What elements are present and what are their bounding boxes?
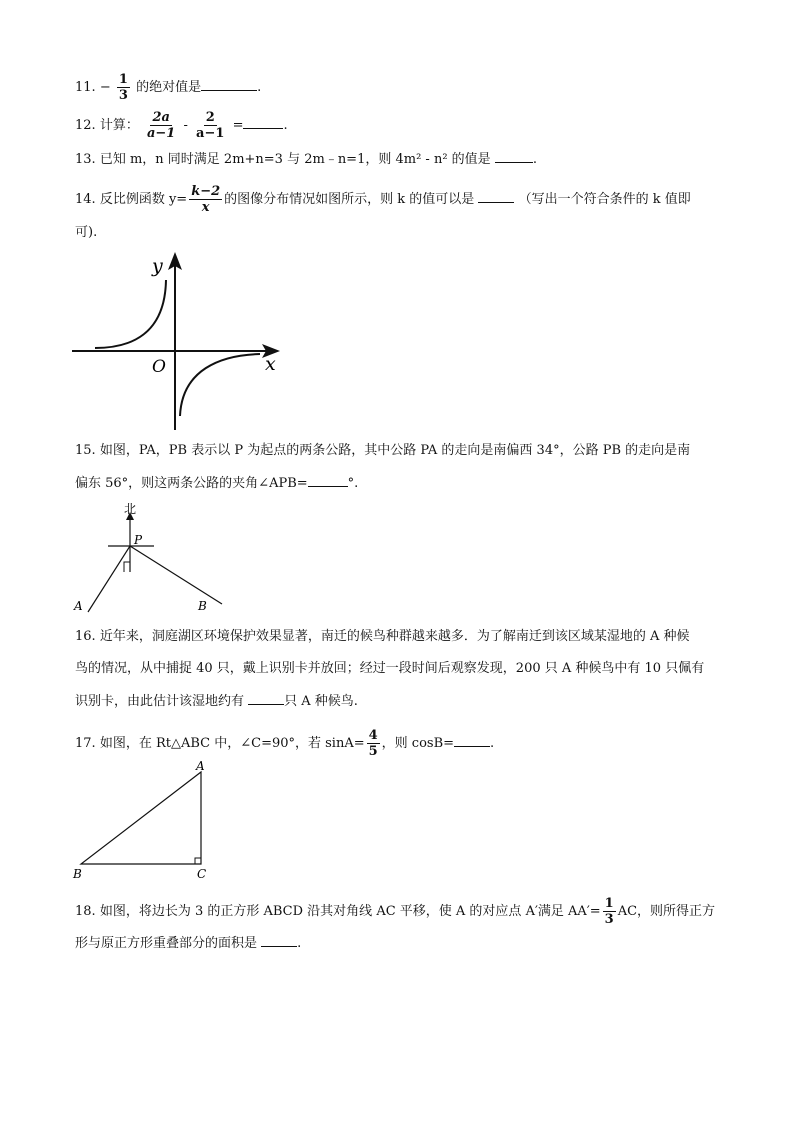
- period: .: [532, 152, 537, 167]
- question-15-line2: [75, 474, 358, 493]
- question-18: [75, 896, 715, 927]
- question-number: 16.: [75, 629, 96, 644]
- right-angle-mark: [124, 562, 130, 572]
- denominator: 3: [118, 88, 128, 103]
- right-triangle-figure: [70, 758, 220, 883]
- question-16-line3: [75, 692, 358, 711]
- question-number: 11.: [75, 80, 96, 95]
- point-c-label: C: [197, 867, 207, 881]
- denominator: 5: [368, 744, 378, 759]
- period: .: [257, 80, 262, 95]
- hyperbola-branch-4th-quadrant: [180, 354, 260, 416]
- answer-blank[interactable]: [248, 692, 284, 705]
- question-text: 如图，在 Rt△ABC 中，∠C=90°，若 sinA=: [99, 736, 365, 751]
- point-a-label: A: [196, 759, 205, 773]
- question-number: 14.: [75, 192, 96, 207]
- question-text: 如图，将边长为 3 的正方形 ABCD 沿其对角线 AC 平移，使 A 的对应点 A′满足 AA′=: [99, 904, 601, 919]
- answer-blank[interactable]: [261, 934, 297, 947]
- question-text: 形与原正方形重叠部分的面积是: [75, 936, 258, 951]
- right-angle-mark: [195, 858, 201, 864]
- point-b-label: B: [73, 867, 82, 881]
- question-text: 如图，PA，PB 表示以 P 为起点的两条公路，其中公路 PA 的走向是南偏西 34°，公路 PB 的走向是南: [99, 443, 691, 458]
- denominator: 3: [604, 912, 614, 927]
- minus-sign: -: [183, 118, 188, 133]
- numerator: 1: [604, 896, 614, 911]
- numerator: 1: [118, 72, 128, 87]
- denominator: x: [201, 200, 210, 215]
- question-label: 计算：: [99, 118, 139, 133]
- denominator: a−1: [196, 126, 225, 141]
- question-14-line2: [75, 224, 97, 242]
- question-12: [75, 110, 288, 141]
- answer-blank[interactable]: [495, 150, 533, 163]
- question-text: 近年来，洞庭湖区环境保护效果显著，南迁的候鸟种群越来越多．为了解南迁到该区域某湿地的 A 种候: [99, 629, 690, 644]
- question-number: 13.: [75, 152, 96, 167]
- numerator: k−2: [191, 184, 221, 199]
- question-text: 可).: [75, 225, 98, 240]
- answer-blank[interactable]: [454, 734, 490, 747]
- answer-blank[interactable]: [308, 474, 348, 487]
- fraction-2a-over-a-minus-1: [145, 110, 177, 141]
- fraction-2-over-a-minus-1: [194, 110, 226, 141]
- denominator: a−1: [146, 126, 176, 141]
- question-text: 的图像分布情况如图所示，则 k 的值可以是: [224, 192, 475, 207]
- road-direction-figure: [66, 500, 236, 618]
- question-text: °.: [347, 476, 359, 491]
- origin-label: O: [152, 357, 166, 377]
- question-text: 识别卡，由此估计该湿地约有: [75, 694, 245, 709]
- fraction-one-third: [117, 72, 130, 103]
- minus-sign: −: [99, 80, 111, 95]
- equals-sign: =: [232, 118, 244, 133]
- answer-blank[interactable]: [243, 116, 283, 129]
- fraction-four-fifths: [367, 728, 380, 759]
- question-16-line2: [75, 660, 704, 678]
- period: .: [297, 936, 302, 951]
- point-b-label: B: [198, 599, 207, 613]
- fraction-one-third: [603, 896, 616, 927]
- hyperbola-graph: [70, 250, 290, 435]
- question-text: 的绝对值是: [136, 80, 202, 95]
- hyperbola-branch-2nd-quadrant: [95, 280, 166, 348]
- question-number: 15.: [75, 443, 96, 458]
- question-15: [75, 442, 690, 460]
- period: .: [490, 736, 495, 751]
- question-text: 鸟的情况，从中捕捉 40 只，戴上识别卡并放回；经过一段时间后观察发现，200 只 A 种候鸟中有 10 只佩有: [75, 661, 705, 676]
- question-18-line2: [75, 934, 301, 953]
- question-text: 已知 m，n 同时满足 2m+n=3 与 2m﹣n=1，则 4m² - n² 的值是: [99, 152, 491, 167]
- question-17: [75, 728, 494, 759]
- question-11: [75, 72, 261, 103]
- question-text: 偏东 56°，则这两条公路的夹角∠APB=: [75, 476, 308, 491]
- road-pb: [130, 546, 222, 604]
- question-number: 12.: [75, 118, 96, 133]
- y-axis-label: y: [152, 255, 163, 277]
- north-label: 北: [124, 502, 137, 516]
- numerator: 2a: [152, 110, 170, 125]
- question-text: ，则 cosB=: [381, 736, 455, 751]
- question-text: AC，则所得正方: [617, 904, 716, 919]
- triangle-abc: [81, 772, 201, 864]
- period: .: [283, 118, 288, 133]
- fraction-k-minus-2-over-x: [189, 184, 222, 215]
- road-pa: [88, 546, 130, 612]
- question-number: 18.: [75, 904, 96, 919]
- x-axis-label: x: [265, 353, 276, 375]
- question-14: [75, 184, 691, 215]
- question-text: （写出一个符合条件的 k 值即: [518, 192, 691, 207]
- point-p-label: P: [134, 533, 143, 547]
- numerator: 4: [368, 728, 378, 743]
- question-16: [75, 628, 689, 646]
- question-text: 只 A 种候鸟.: [284, 694, 358, 709]
- question-13: [75, 150, 537, 169]
- question-number: 17.: [75, 736, 96, 751]
- numerator: 2: [205, 110, 215, 125]
- answer-blank[interactable]: [201, 78, 257, 91]
- point-a-label: A: [74, 599, 83, 613]
- question-text: 反比例函数 y=: [99, 192, 188, 207]
- answer-blank[interactable]: [478, 190, 514, 203]
